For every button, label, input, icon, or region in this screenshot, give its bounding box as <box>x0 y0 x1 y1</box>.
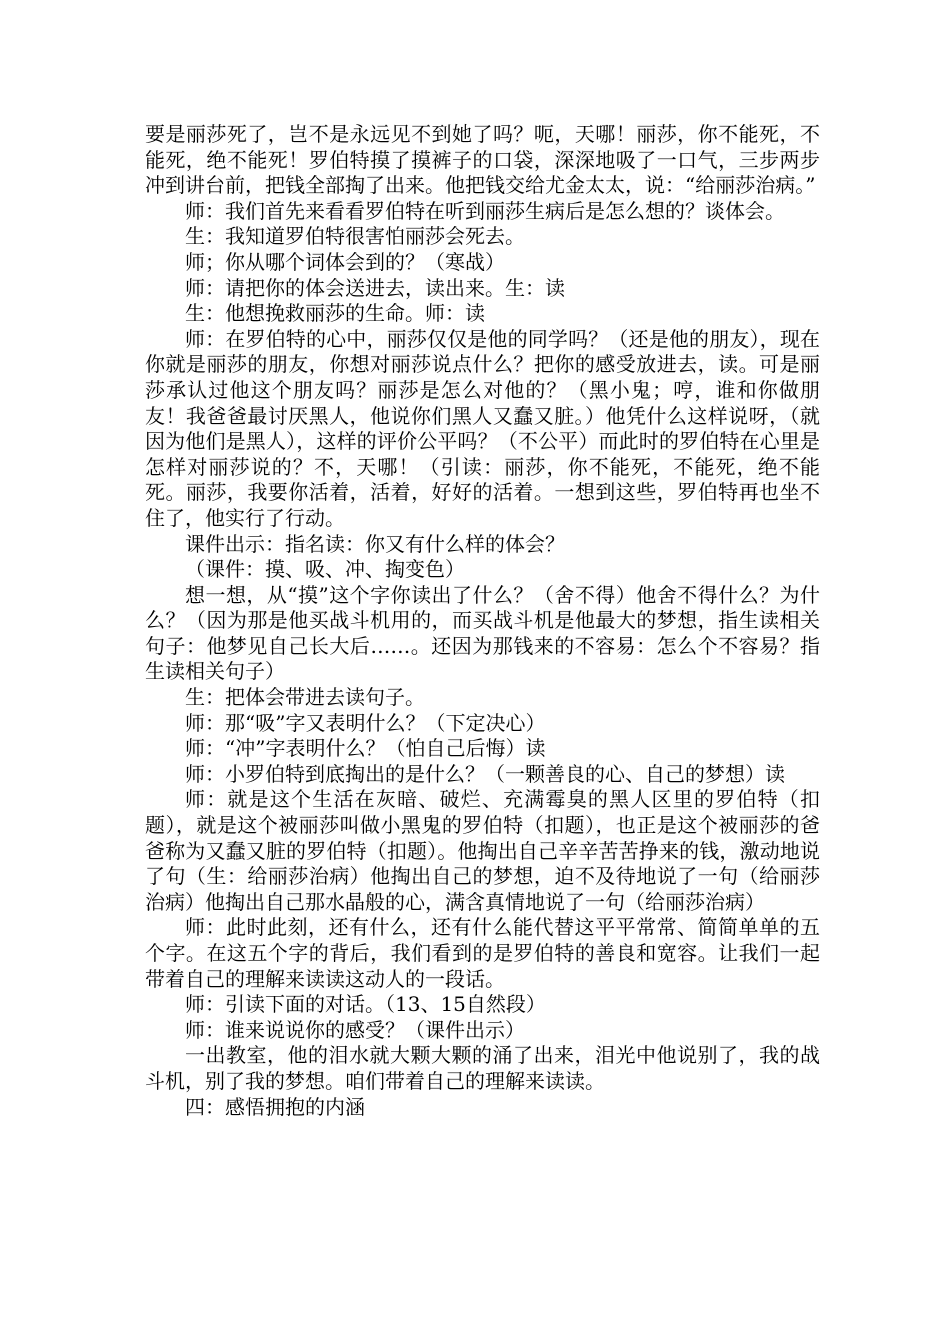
paragraph: 师：“冲”字表明什么？（怕自己后悔）读 <box>185 736 546 761</box>
paragraph: 生：把体会带进去读句子。 <box>185 685 425 710</box>
paragraph: 生：他想挽救丽莎的生命。师：读 <box>185 301 485 326</box>
paragraph: 师：此时此刻，还有什么，还有什么能代替这平平常常、简简单单的五个字。在这五个字的背后，我们看到的是罗伯特的善良和宽容。让我们一起带着自己的理解来读读这动人的一段话。 <box>145 915 820 991</box>
document-body <box>145 122 820 1120</box>
paragraph: 师；你从哪个词体会到的？（寒战） <box>185 249 505 274</box>
paragraph: 师：谁来说说你的感受？（课件出示） <box>185 1017 525 1042</box>
paragraph: （课件：摸、吸、冲、掏变色） <box>185 557 465 582</box>
section-heading: 四：感悟拥抱的内涵 <box>185 1094 365 1119</box>
paragraph: 师：那“吸”字又表明什么？（下定决心） <box>185 710 546 735</box>
paragraph: 师：引读下面的对话。（13、15自然段） <box>185 992 546 1017</box>
paragraph: 师：就是这个生活在灰暗、破烂、充满霉臭的黑人区里的罗伯特（扣题），就是这个被丽莎叫做小黑鬼的罗伯特（扣题），也正是这个被丽莎的爸爸称为又蠢又脏的罗伯特（扣题）。他掏出自己辛辛苦苦挣来的钱，激动地说了句（生：给丽莎治病）他掏出自己的梦想，迫不及待地说了一句（给丽莎治病）他掏出自己那水晶般的心，满含真情地说了一句（给丽莎治病） <box>145 787 820 914</box>
paragraph: 一出教室，他的泪水就大颗大颗的涌了出来，泪光中他说别了，我的战斗机，别了我的梦想。咱们带着自己的理解来读读。 <box>145 1043 820 1093</box>
paragraph: 要是丽莎死了，岂不是永远见不到她了吗？呃，天哪！丽莎，你不能死，不能死，绝不能死！罗伯特摸了摸裤子的口袋，深深地吸了一口气，三步两步冲到讲台前，把钱全部掏了出来。他把钱交给尤金太太，说：“给丽莎治病。” <box>145 122 820 198</box>
paragraph: 师：在罗伯特的心中，丽莎仅仅是他的同学吗？（还是他的朋友），现在你就是丽莎的朋友，你想对丽莎说点什么？把你的感受放进去，读。可是丽莎承认过他这个朋友吗？丽莎是怎么对他的？（黑小鬼；哼，谁和你做朋友！我爸爸最讨厌黑人，他说你们黑人又蠢又脏。）他凭什么这样说呀，（就因为他们是黑人），这样的评价公平吗？（不公平）而此时的罗伯特在心里是怎样对丽莎说的？不，天哪！（引读：丽莎，你不能死，不能死，绝不能死。丽莎，我要你活着，活着，好好的活着。一想到这些，罗伯特再也坐不住了，他实行了行动。 <box>145 326 820 530</box>
paragraph: 课件出示：指名读：你又有什么样的体会？ <box>185 531 565 556</box>
paragraph: 生：我知道罗伯特很害怕丽莎会死去。 <box>185 224 525 249</box>
paragraph: 师：请把你的体会送进去，读出来。生：读 <box>185 275 565 300</box>
paragraph: 师：小罗伯特到底掏出的是什么？（一颗善良的心、自己的梦想）读 <box>185 761 785 786</box>
paragraph: 想一想，从“摸”这个字你读出了什么？（舍不得）他舍不得什么？为什么？（因为那是他买战斗机用的，而买战斗机是他最大的梦想，指生读相关句子：他梦见自己长大后……。还因为那钱来的不容易：怎么个不容易？指生读相关句子） <box>145 582 820 684</box>
paragraph: 师：我们首先来看看罗伯特在听到丽莎生病后是怎么想的？谈体会。 <box>185 198 785 223</box>
